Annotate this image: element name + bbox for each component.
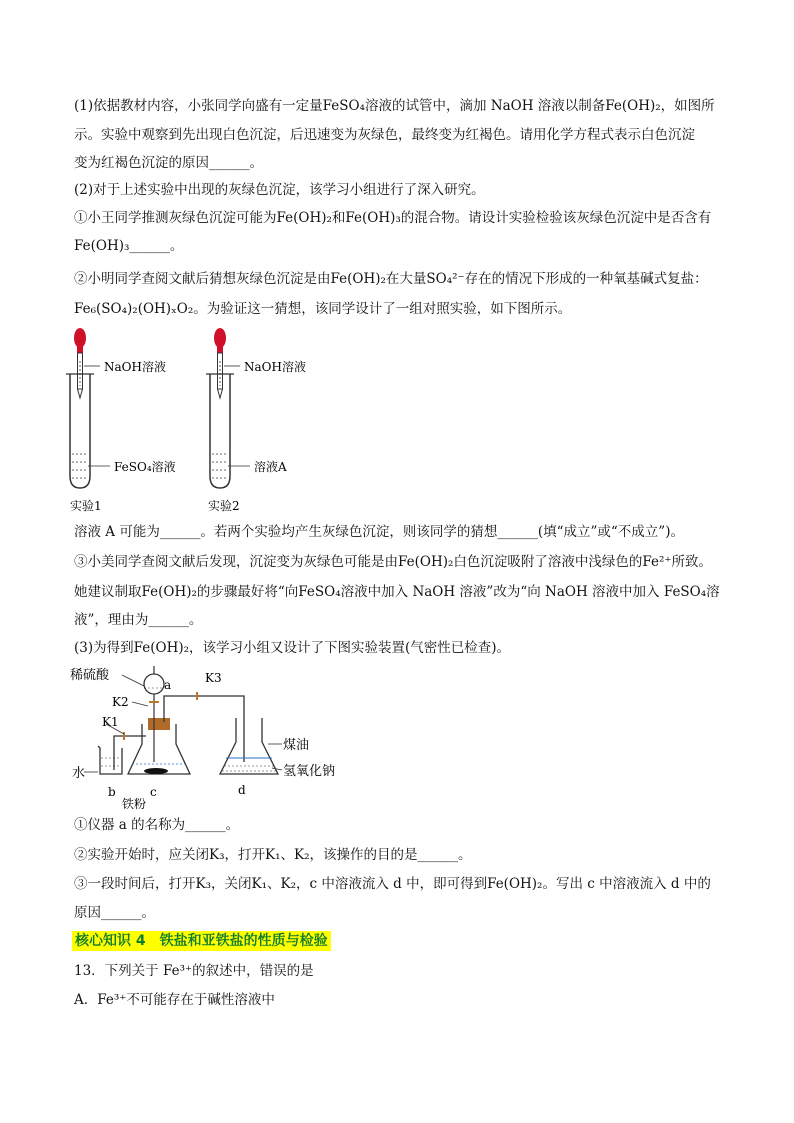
- dilute-acid-label: 稀硫酸: [70, 668, 110, 683]
- text-line: ①小王同学推测灰绿色沉淀可能为Fe(OH)₂和Fe(OH)₃的混合物。请设计实验检验该灰绿色沉淀中是否含有: [74, 210, 712, 226]
- text-line: 溶液 A 可能为______。若两个实验均产生灰绿色沉淀，则该同学的猜想______(填“成立”或“不成立”)。: [74, 524, 684, 540]
- dropper-1: [74, 328, 86, 398]
- apparatus-figure: [70, 662, 370, 812]
- sodium-hydroxide-label: 氢氧化钠: [283, 764, 336, 779]
- kerosene-label: 煤油: [283, 738, 310, 753]
- test-tube-1: [66, 374, 94, 488]
- text-line: 原因______。: [74, 905, 155, 921]
- water-label: 水: [72, 766, 86, 781]
- text-line: ②小明同学查阅文献后猜想灰绿色沉淀是由Fe(OH)₂在大量SO₄²⁻存在的情况下形成的一种氧基碱式复盐：: [74, 271, 708, 287]
- caption-experiment-1: 实验1: [70, 499, 102, 513]
- text-line: 示。实验中观察到先出现白色沉淀，后迅速变为灰绿色，最终变为红褐色。请用化学方程式表示白色沉淀: [74, 127, 695, 143]
- test-tube-2: [206, 374, 234, 488]
- k2-label: K2: [112, 695, 129, 709]
- instrument-a-label: a: [164, 678, 172, 692]
- section-heading: 核心知识 4 铁盐和亚铁盐的性质与检验: [72, 931, 331, 951]
- dropper-2: [214, 328, 226, 398]
- text-line: (3)为得到Fe(OH)₂，该学习小组又设计了下图实验装置(气密性已检查)。: [74, 640, 511, 656]
- question-13: 13．下列关于 Fe³⁺的叙述中，错误的是: [74, 963, 314, 979]
- naoh-label-2: NaOH溶液: [244, 360, 306, 374]
- flask-c-label: c: [150, 785, 157, 799]
- feso4-label: FeSO₄溶液: [114, 460, 176, 474]
- k3-label: K3: [205, 671, 222, 685]
- naoh-label-1: NaOH溶液: [104, 360, 166, 374]
- text-line: ②实验开始时，应关闭K₃，打开K₁、K₂，该操作的目的是______。: [74, 847, 472, 863]
- text-line: ③小美同学查阅文献后发现，沉淀变为灰绿色可能是由Fe(OH)₂白色沉淀吸附了溶液中浅绿色的Fe²⁺所致。: [74, 554, 713, 570]
- iron-powder-label: 铁粉: [122, 797, 147, 811]
- flask-d: [220, 718, 282, 774]
- text-line: Fe₆(SO₄)₂(OH)ₓO₂。为验证这一猜想，该同学设计了一组对照实验，如下图所示。: [74, 301, 572, 317]
- flask-d-label: d: [238, 783, 246, 797]
- solution-a-label: 溶液A: [254, 460, 287, 474]
- beaker-b-label: b: [108, 785, 116, 799]
- caption-experiment-2: 实验2: [208, 499, 240, 513]
- flask-c: [128, 718, 190, 774]
- experiment-figure: [60, 326, 360, 516]
- text-line: 液”，理由为______。: [74, 612, 203, 628]
- text-line: 变为红褐色沉淀的原因______。: [74, 155, 263, 171]
- text-line: ③一段时间后，打开K₃，关闭K₁、K₂，c 中溶液流入 d 中，即可得到Fe(OH)₂。写出 c 中溶液流入 d 中的: [74, 876, 711, 892]
- beaker-b: [98, 746, 122, 774]
- text-line: (2)对于上述实验中出现的灰绿色沉淀，该学习小组进行了深入研究。: [74, 182, 485, 198]
- text-line: ①仪器 a 的名称为______。: [74, 817, 240, 833]
- text-line: 她建议制取Fe(OH)₂的步骤最好将“向FeSO₄溶液中加入 NaOH 溶液”改为“向 NaOH 溶液中加入 FeSO₄溶: [74, 584, 720, 600]
- k1-label: K1: [102, 715, 119, 729]
- text-line: Fe(OH)₃______。: [74, 238, 184, 254]
- separatory-funnel-a: [144, 666, 164, 762]
- option-a: A．Fe³⁺不可能存在于碱性溶液中: [74, 992, 275, 1008]
- text-line: (1)依据教材内容，小张同学向盛有一定量FeSO₄溶液的试管中，滴加 NaOH 溶液以制备Fe(OH)₂，如图所: [74, 98, 715, 114]
